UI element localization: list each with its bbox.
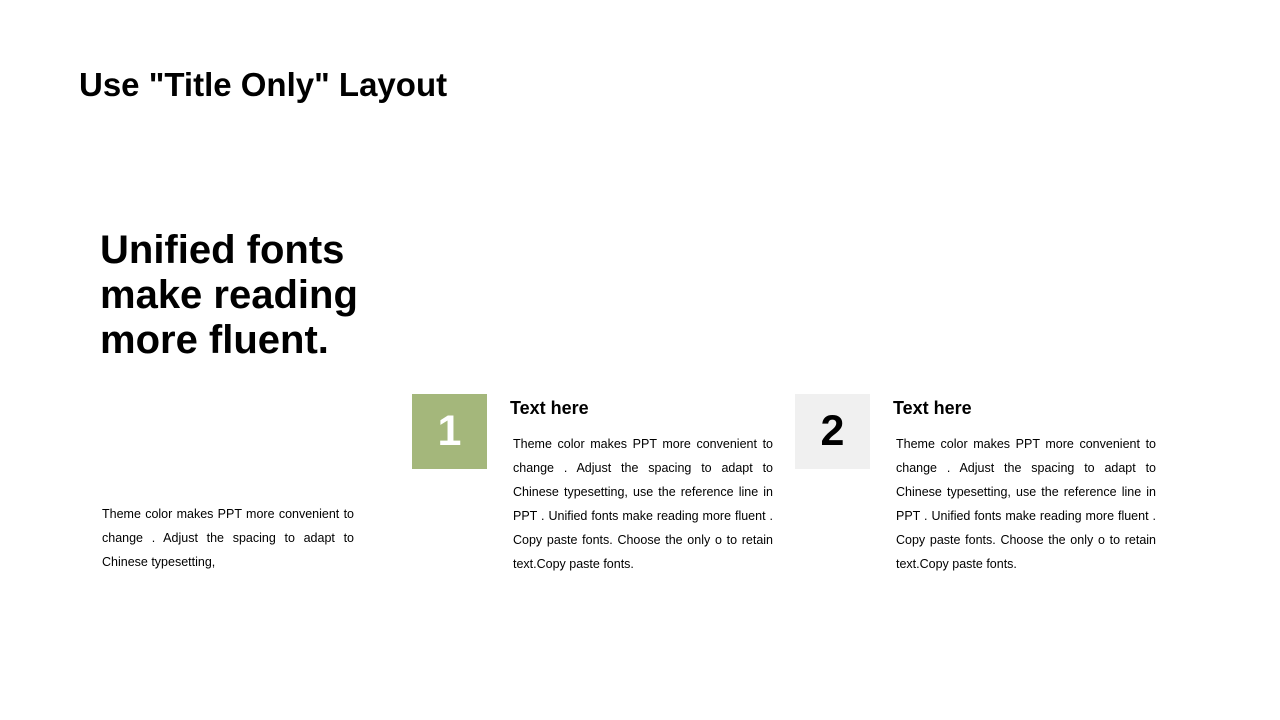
step-1-text: Theme color makes PPT more convenient to change . Adjust the spacing to adapt to Chinese typesetting, use the reference line in PPT . Unified fonts make reading more fluent . Copy paste fonts. Choose the only o to retain text.Copy paste fonts. [513,437,773,571]
step-2-number-box: 2 [795,394,870,469]
step-1 [412,394,782,584]
slide-title: Use "Title Only" Layout [79,66,448,103]
step-2-heading: Text here [893,398,972,418]
step-2-text: Theme color makes PPT more convenient to change . Adjust the spacing to adapt to Chinese typesetting, use the reference line in PPT . Unified fonts make reading more fluent . Copy paste fonts. Choose the only o to retain text.Copy paste fonts. [896,437,1156,571]
intro-text: Theme color makes PPT more convenient to change . Adjust the spacing to adapt to Chinese typesetting, [102,507,354,569]
step-1-number-box: 1 [412,394,487,469]
headline: Unified fonts make reading more fluent. [100,228,358,362]
step-2 [795,394,1165,584]
step-1-heading: Text here [510,398,589,418]
